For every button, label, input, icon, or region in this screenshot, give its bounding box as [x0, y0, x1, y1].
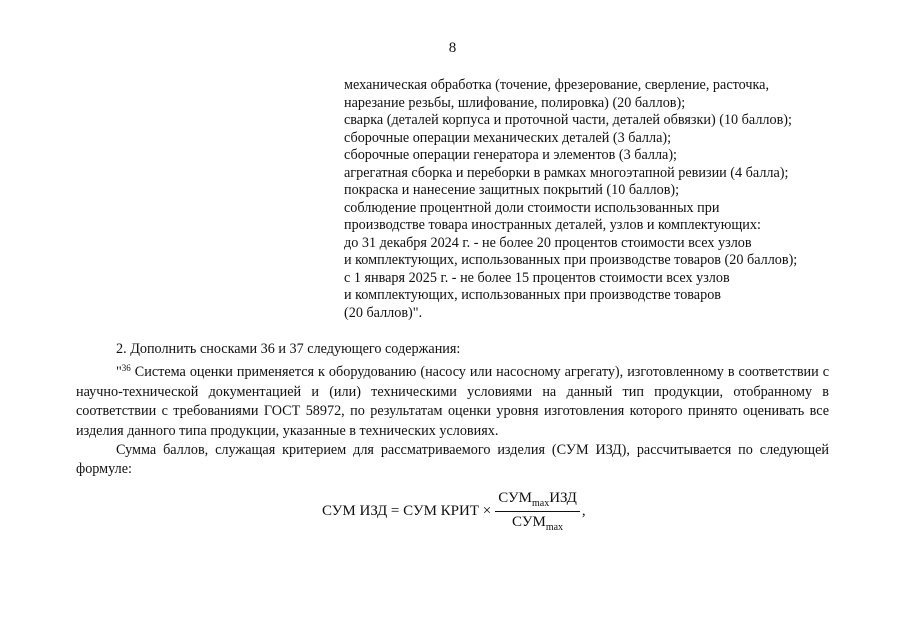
list-line: сварка (деталей корпуса и проточной части, деталей обвязки) (10 баллов); [344, 112, 792, 128]
numerator-main: СУМ [498, 490, 532, 506]
denominator-main: СУМ [512, 514, 546, 530]
list-line: сборочные операции механических деталей (3 балла); [344, 129, 672, 146]
formula-numerator [495, 490, 580, 512]
list-line: с 1 января 2025 г. - не более 15 процентов стоимости всех узлов [344, 269, 730, 286]
list-line: сборочные операции генератора и элементов (3 балла); [344, 147, 677, 163]
list-line: (20 баллов)". [344, 304, 423, 321]
formula-fraction [495, 490, 580, 533]
sum-paragraph: Сумма баллов, служащая критерием для рассматриваемого изделия (СУМ ИЗД), рассчитывается по следующей формуле: [76, 442, 829, 478]
footnote-marker: 36 [121, 363, 131, 374]
list-line: производстве товара иностранных деталей, узлов и комплектующих: [344, 217, 761, 233]
list-line: соблюдение процентной доли стоимости использованных при [344, 199, 720, 216]
numerator-tail: ИЗД [549, 490, 577, 506]
footnote-open-quote: " [116, 364, 122, 381]
formula [322, 490, 586, 533]
list-line: механическая обработка (точение, фрезерование, сверление, расточка, [344, 77, 770, 93]
denominator-subscript: max [545, 522, 564, 533]
numerator-subscript: max [531, 498, 550, 509]
criteria-list [344, 77, 844, 322]
formula-trailing-comma: , [581, 503, 586, 519]
list-line: и комплектующих, использованных при производстве товаров (20 баллов); [344, 252, 798, 268]
list-line: агрегатная сборка и переборки в рамках многоэтапной ревизии (4 балла); [344, 164, 789, 181]
footnote-36-paragraph [76, 359, 829, 441]
footnote-text: Система оценки применяется к оборудованию (насосу или насосному агрегату), изготовленному в соответствии с научно-технической документацией и (или) техническими условиями на данный тип продукции, отобранному в соответствии с требованиями ГОСТ 58972, по результатам оценки уровня изготовления которого принято оценивать все изделия данного типа продукции, указанные в технических условиях. [76, 364, 829, 439]
formula-denominator [509, 512, 566, 533]
list-line: до 31 декабря 2024 г. - не более 20 процентов стоимости всех узлов [344, 234, 752, 251]
list-line: покраска и нанесение защитных покрытий (10 баллов); [344, 182, 680, 198]
page-number: 8 [448, 40, 457, 56]
main-text [76, 340, 829, 480]
add-footnotes-paragraph: 2. Дополнить сносками 36 и 37 следующего содержания: [116, 341, 461, 357]
list-line: нарезание резьбы, шлифование, полировка) (20 баллов); [344, 94, 686, 111]
list-line: и комплектующих, использованных при производстве товаров [344, 287, 721, 303]
formula-lhs: СУМ ИЗД = СУМ КРИТ × [322, 503, 492, 519]
